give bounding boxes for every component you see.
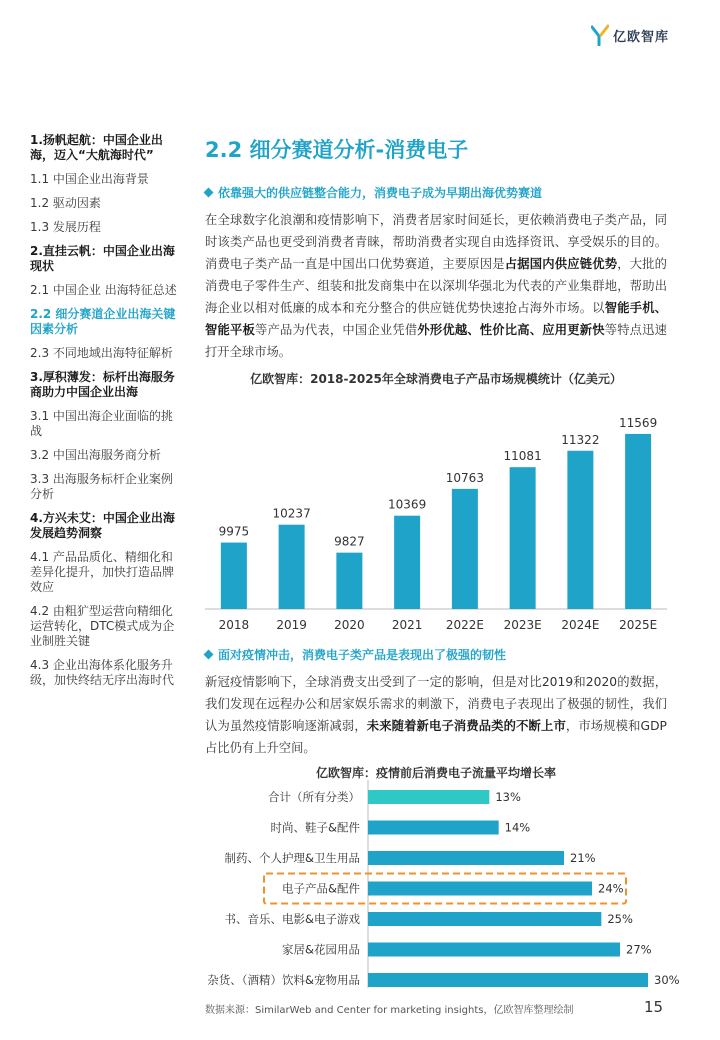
data-source: 数据来源：SimilarWeb and Center for marketing insights，亿欧智库整理绘制 bbox=[205, 1005, 574, 1016]
toc-item[interactable]: 1.3 发展历程 bbox=[30, 220, 101, 234]
category-label: 电子产品&配件 bbox=[282, 881, 360, 896]
category-label: 制药、个人护理&卫生用品 bbox=[224, 851, 360, 865]
emphasis-text: 外形优越、性价比高、应用更新快 bbox=[417, 323, 605, 337]
table-of-contents bbox=[30, 133, 178, 697]
emphasis-text: 智能手机、智能平板 bbox=[205, 301, 667, 337]
toc-item[interactable]: 2.直挂云帆：中国企业出海现状 bbox=[30, 244, 175, 273]
hbar bbox=[368, 821, 499, 835]
category-label: 时尚、鞋子&配件 bbox=[270, 820, 360, 835]
logo-mark-icon bbox=[591, 24, 609, 46]
bar-value-label: 10763 bbox=[445, 470, 484, 485]
hbar-value-label: 14% bbox=[504, 820, 531, 835]
toc-item[interactable]: 1.2 驱动因素 bbox=[30, 196, 101, 210]
diamond-bullet-icon bbox=[204, 650, 214, 660]
page-number: 15 bbox=[644, 998, 664, 1016]
bar bbox=[510, 467, 536, 609]
x-tick-label: 2021 bbox=[391, 618, 423, 632]
logo-text: 亿欧智库 bbox=[613, 29, 670, 45]
toc-item[interactable]: 1.扬帆起航：中国企业出海，迈入“大航海时代” bbox=[30, 133, 163, 162]
growth-chart-title: 亿欧智库：疫情前后消费电子流量平均增长率 bbox=[315, 766, 556, 780]
hbar bbox=[368, 790, 489, 804]
bar bbox=[221, 543, 247, 609]
body-text: ，大批的消费电子零件生产、组装和批发商集中在以深圳华强北为代表的产业集群地，帮助出海企业以相对低廉的成本和充分整合的供应链优势快速抢占海外市场。以 bbox=[205, 257, 667, 315]
toc-item[interactable]: 2.2 细分赛道企业出海关键因素分析 bbox=[30, 307, 176, 336]
hbar bbox=[368, 943, 620, 957]
toc-item[interactable]: 2.1 中国企业 出海特征总述 bbox=[30, 283, 177, 297]
toc-item[interactable]: 3.3 出海服务标杆企业案例分析 bbox=[30, 472, 173, 501]
body-text: 等产品为代表，中国企业凭借 bbox=[254, 323, 418, 337]
bar bbox=[567, 451, 593, 609]
hbar-value-label: 21% bbox=[570, 851, 596, 865]
toc-item[interactable]: 1.1 中国企业出海背景 bbox=[30, 172, 149, 186]
bar-value-label: 10237 bbox=[272, 506, 311, 521]
toc-item[interactable]: 2.3 不同地域出海特征解析 bbox=[30, 346, 173, 360]
x-tick-label: 2019 bbox=[276, 618, 307, 632]
bar-value-label: 9827 bbox=[334, 534, 365, 549]
toc-item[interactable]: 4.方兴未艾：中国企业出海发展趋势洞察 bbox=[30, 511, 175, 540]
category-label: 家居&花园用品 bbox=[282, 942, 360, 957]
x-tick-label: 2022E bbox=[445, 618, 484, 632]
bar-value-label: 10369 bbox=[388, 497, 427, 512]
market-size-bar-chart bbox=[205, 395, 667, 635]
body-text: 等特点迅速打开全球市场。 bbox=[205, 323, 667, 359]
subheading-supply-chain bbox=[205, 184, 542, 201]
toc-item[interactable]: 3.1 中国出海企业面临的挑战 bbox=[30, 409, 173, 438]
toc-item[interactable]: 4.1 产品品质化、精细化和差异化提升，加快打造品牌效应 bbox=[30, 550, 175, 594]
bar bbox=[625, 434, 651, 609]
hbar bbox=[368, 973, 648, 987]
toc-item[interactable]: 3.2 中国出海服务商分析 bbox=[30, 448, 161, 462]
bar-value-label: 11081 bbox=[503, 449, 542, 464]
growth-rate-hbar-chart bbox=[175, 780, 685, 992]
hbar bbox=[368, 912, 601, 926]
category-label: 合计（所有分类） bbox=[268, 790, 360, 804]
hbar-value-label: 27% bbox=[626, 942, 652, 957]
bar bbox=[394, 516, 420, 609]
category-label: 杂货、（酒精）饮料&宠物用品 bbox=[207, 973, 360, 987]
subheading-text: 依靠强大的供应链整合能力，消费电子成为早期出海优势赛道 bbox=[218, 186, 543, 200]
body-text: 新冠疫情影响下，全球消费支出受到了一定的影响，但是对比2019和2020的数据，我们发现在远程办公和居家娱乐需求的刺激下，消费电子表现出了极强的韧性，我们认为虽然疫情影响逐渐减弱， bbox=[205, 675, 667, 733]
subheading-text: 面对疫情冲击，消费电子类产品是表现出了极强的韧性 bbox=[218, 648, 507, 662]
hbar-value-label: 25% bbox=[607, 912, 633, 926]
bar-value-label: 11322 bbox=[561, 432, 600, 447]
bar bbox=[336, 553, 362, 609]
hbar-value-label: 30% bbox=[654, 973, 680, 987]
market-size-chart-title: 亿欧智库：2018-2025年全球消费电子产品市场规模统计（亿美元） bbox=[250, 372, 622, 386]
paragraph-supply-chain bbox=[205, 209, 667, 363]
x-tick-label: 2020 bbox=[334, 618, 365, 632]
section-title: 2.2 细分赛道分析-消费电子 bbox=[205, 138, 469, 162]
bar-value-label: 9975 bbox=[218, 524, 250, 539]
body-text: 在全球数字化浪潮和疫情影响下，消费者居家时间延长，更依赖消费电子类产品，同时该类产品也更受到消费者青睐，帮助消费者实现自由选择资讯、享受娱乐的目的。消费电子类产品一直是中国出口优势赛道，主要原因是 bbox=[205, 213, 667, 271]
bar bbox=[452, 489, 478, 609]
hbar-value-label: 24% bbox=[598, 881, 624, 896]
bar bbox=[279, 525, 305, 609]
diamond-bullet-icon bbox=[204, 188, 214, 198]
toc-item[interactable]: 3.厚积薄发：标杆出海服务商助力中国企业出海 bbox=[30, 370, 175, 399]
toc-item[interactable]: 4.2 由粗犷型运营向精细化运营转化，DTC模式成为企业制胜关键 bbox=[30, 604, 175, 648]
x-tick-label: 2025E bbox=[619, 618, 658, 632]
bar-value-label: 11569 bbox=[619, 415, 658, 430]
x-tick-label: 2024E bbox=[561, 618, 600, 632]
category-label: 书、音乐、电影&电子游戏 bbox=[224, 912, 360, 926]
hbar bbox=[368, 882, 592, 896]
logo bbox=[591, 24, 669, 46]
body-text: ，市场规模和GDP占比仍有上升空间。 bbox=[205, 719, 667, 755]
hbar-value-label: 13% bbox=[495, 790, 521, 804]
x-tick-label: 2023E bbox=[503, 618, 542, 632]
paragraph-resilience bbox=[205, 671, 667, 759]
emphasis-text: 未来随着新电子消费品类的不断上市 bbox=[366, 719, 566, 733]
subheading-resilience bbox=[205, 646, 506, 663]
x-tick-label: 2018 bbox=[218, 618, 250, 632]
hbar bbox=[368, 851, 564, 865]
toc-item[interactable]: 4.3 企业出海体系化服务升级，加快终结无序出海时代 bbox=[30, 658, 175, 687]
emphasis-text: 占据国内供应链优势 bbox=[504, 257, 618, 271]
